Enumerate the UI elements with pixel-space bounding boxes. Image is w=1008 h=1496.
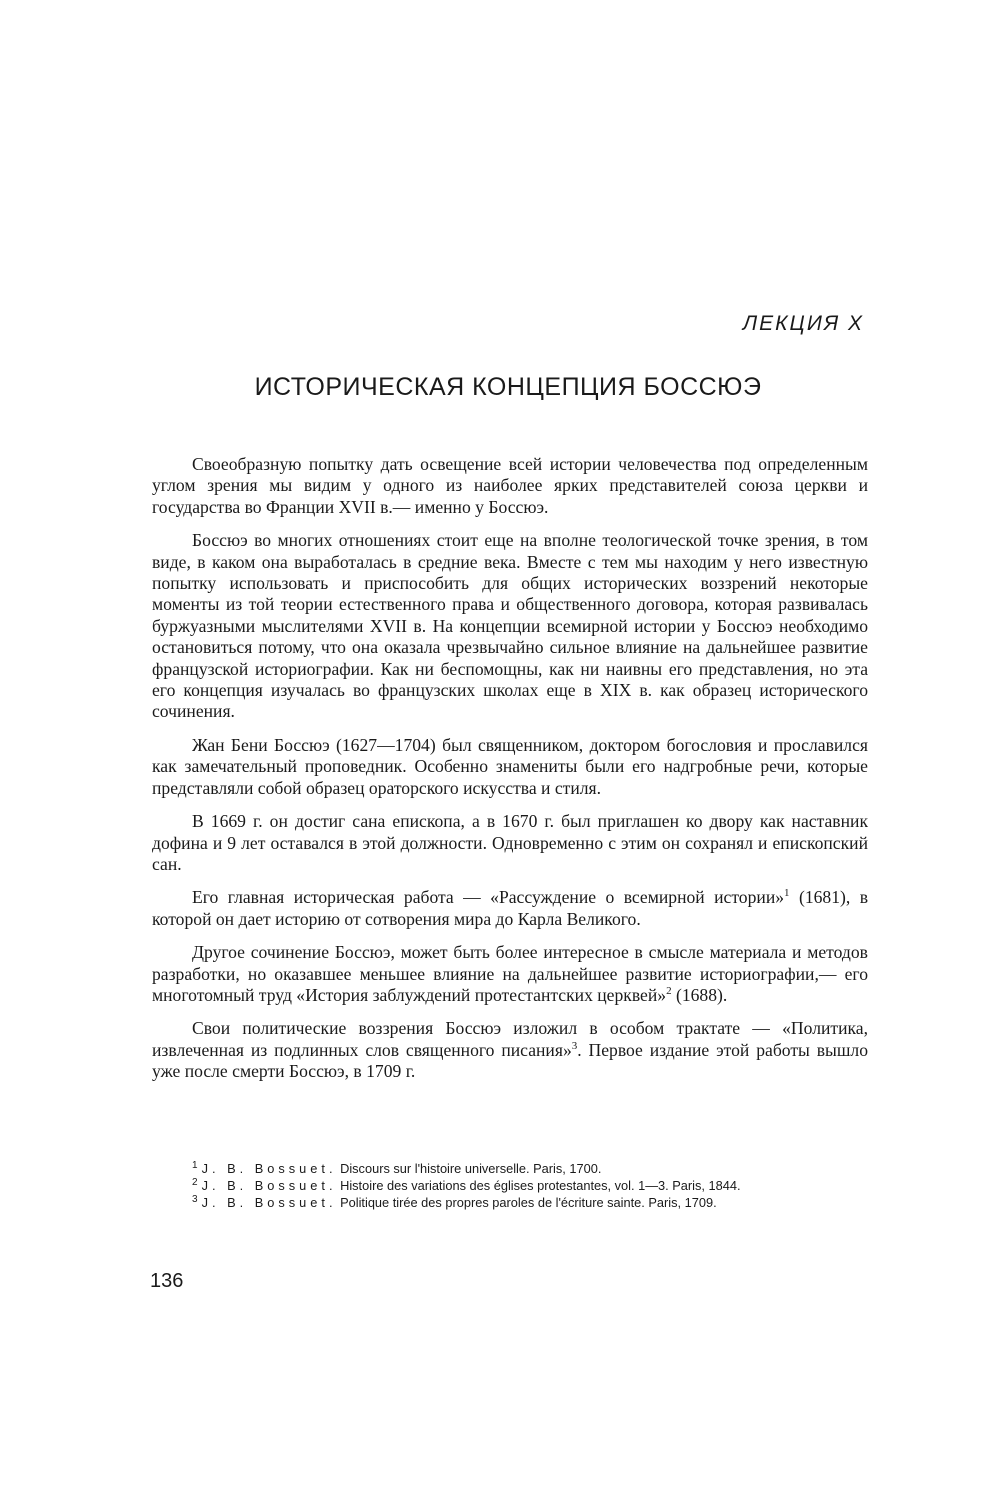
footnote-author: J. B. Bossuet.	[201, 1195, 337, 1210]
footnotes	[152, 1160, 868, 1211]
paragraph-1: Своеобразную попытку дать освещение всей истории человечества под определенным углом зрения мы видим у одного из наиболее ярких представителей союза церкви и государства во Франции XVII в.— именно у Боссюэ.	[152, 454, 868, 517]
paragraph-6: Другое сочинение Боссюэ, может быть более интересное в смысле материала и методов разработки, но оказавшее меньшее влияние на дальнейшее развитие историографии,— его многотомный труд «История заблуждений протестантских церквей»$^2$ (1688).	[152, 942, 868, 1005]
footnote-ref-3: 3	[571, 1039, 578, 1052]
lecture-label: ЛЕКЦИЯ X	[742, 312, 864, 335]
paragraph-7: Свои политические воззрения Боссюэ изложил в особом трактате — «Политика, извлеченная из подлинных слов священного писания»$^3$. Первое издание этой работы вышло уже после смерти Боссюэ, в 1709 г.	[152, 1018, 868, 1082]
footnote-ref-2: 2	[666, 985, 672, 998]
footnote-author: J. B. Bossuet.	[201, 1161, 337, 1176]
footnote-ref-1: 1	[784, 887, 790, 900]
chapter-title: ИСТОРИЧЕСКАЯ КОНЦЕПЦИЯ БОССЮЭ	[254, 373, 762, 401]
paragraph-4: В 1669 г. он достиг сана епископа, а в 1670 г. был приглашен ко двору как наставник дофина и 9 лет оставался в этой должности. Одновременно с этим он сохранял и епископский сан.	[152, 811, 868, 874]
paragraph-3: Жан Бени Боссюэ (1627—1704) был священником, доктором богословия и прославился как замечательный проповедник. Особенно знамениты были его надгробные речи, которые представляли собой образец ораторского искусства и стиля.	[152, 734, 868, 798]
paragraph-5: Его главная историческая работа — «Рассуждение о всемирной истории»$^1$ (1681), в которой он дает историю от сотворения мира до Карла Великого.	[152, 887, 868, 929]
body-text	[152, 454, 868, 1095]
footnote-author: J. B. Bossuet.	[201, 1178, 337, 1193]
page-number: 136	[150, 1270, 184, 1292]
paragraph-2: Боссюэ во многих отношениях стоит еще на вполне теологической точке зрения, в том виде, в каком она выработалась в средние века. Вместе с тем мы находим у него известную попытку использовать и приспособить для общих исторических воззрений некоторые моменты из той теории естественного права и общественного договора, которая развивалась буржуазными мыслителями XVII в. На концепции всемирной истории у Боссюэ необходимо остановиться потому, что она оказала чрезвычайно сильное влияние на дальнейшее развитие французской историографии. Как ни беспомощны, как ни наивны его представления, но эта его концепция изучалась во французских школах еще в XIX в. как образец исторического сочинения.	[152, 530, 868, 722]
footnote-3: $^3$ J. B. Bossuet. Politique tirée des propres paroles de l'écriture sainte. Paris, 1709.	[192, 1193, 717, 1210]
footnote-2: $^2$ J. B. Bossuet. Histoire des variations des églises protestantes, vol. 1—3. Paris, 1844.	[192, 1176, 741, 1193]
footnote-1: $^1$ J. B. Bossuet. Discours sur l'histoire universelle. Paris, 1700.	[192, 1159, 602, 1176]
